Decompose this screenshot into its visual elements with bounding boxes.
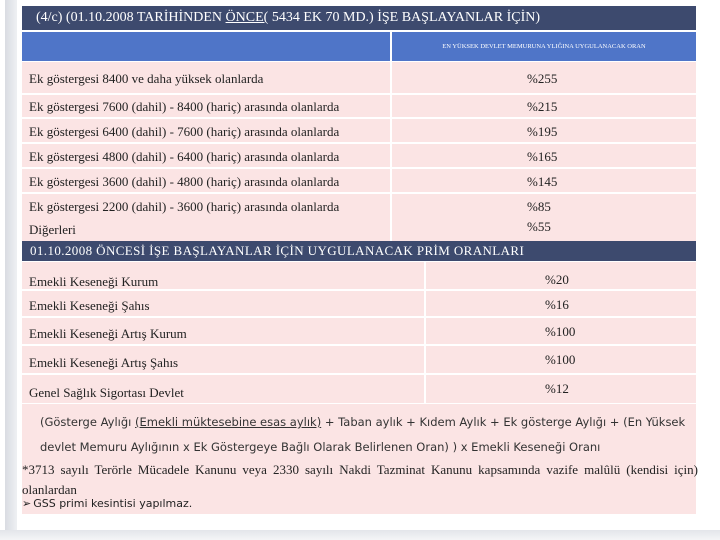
rate-row-label: Ek göstergesi 4800 (dahil) - 6400 (hariç) arasında olanlarda bbox=[29, 149, 340, 164]
rate-row-label: Ek göstergesi 7600 (dahil) - 8400 (hariç) arasında olanlarda bbox=[29, 99, 340, 114]
premium-row-value: %16 bbox=[545, 297, 569, 312]
premium-row-label: Emekli Keseneği Artış Kurum bbox=[29, 326, 187, 341]
rate-row-value: %215 bbox=[527, 99, 558, 114]
rate-row-label: Ek göstergesi 6400 (dahil) - 7600 (hariç) arasında olanlarda bbox=[29, 124, 340, 139]
rate-row bbox=[22, 119, 696, 144]
slide-bottom-frame bbox=[0, 530, 720, 540]
rate-row bbox=[22, 62, 696, 95]
premium-rate-table bbox=[22, 262, 696, 403]
rate-row-value: %195 bbox=[527, 124, 558, 139]
terror-law-note: *3713 sayılı Terörle Mücadele Kanunu veya 2330 sayılı Nakdi Tazminat Kanunu kapsamında vazife malûlü (kendisi için) olanlardan bbox=[22, 462, 698, 497]
rate-row-label: Ek göstergesi 3600 (dahil) - 4800 (hariç) arasında olanlarda bbox=[29, 174, 340, 189]
rate-row-value: %165 bbox=[527, 149, 558, 164]
page-title: (4/c) (01.10.2008 TARİHİNDEN ÖNCE( 5434 EK 70 MD.) İŞE BAŞLAYANLAR İÇİN) bbox=[22, 6, 696, 30]
indicator-rate-table bbox=[22, 62, 696, 241]
formula-line-2: devlet Memuru Aylığının x Ek Göstergeye Bağlı Olarak Belirlenen Oran) ) x Emekli Keseneği Oranı bbox=[40, 440, 601, 454]
premium-row bbox=[22, 262, 696, 291]
premium-row-label: Genel Sağlık Sigortası Devlet bbox=[29, 385, 184, 400]
premium-row bbox=[22, 346, 696, 375]
rate-row-value: %55 bbox=[527, 219, 551, 234]
rate-row-label: Ek göstergesi 8400 ve daha yüksek olanlarda bbox=[29, 71, 264, 86]
rate-row bbox=[22, 194, 696, 219]
premium-row-label: Emekli Keseneği Şahıs bbox=[29, 298, 150, 313]
rate-row-label: Diğerleri bbox=[29, 222, 76, 237]
premium-row bbox=[22, 291, 696, 318]
calculation-formula bbox=[40, 410, 695, 460]
rate-row bbox=[22, 169, 696, 194]
rate-row-value: %85 bbox=[527, 199, 551, 214]
rate-row bbox=[22, 144, 696, 169]
premium-row bbox=[22, 318, 696, 346]
header-rate-column-label: EN YÜKSEK DEVLET MEMURUNA YLIĞINA UYGULANACAK ORAN bbox=[442, 43, 646, 50]
rate-table-header bbox=[22, 32, 696, 61]
premium-row-value: %100 bbox=[545, 324, 576, 339]
formula-line-1: (Gösterge Aylığı (Emekli müktesebine esas aylık) + Taban aylık + Kıdem Aylık + Ek gösterge Aylığı + (En Yüksek bbox=[40, 415, 686, 429]
premium-row-label: Emekli Keseneği Kurum bbox=[29, 274, 159, 289]
premium-row-value: %12 bbox=[545, 381, 569, 396]
rate-row bbox=[22, 95, 696, 119]
rate-row bbox=[22, 219, 696, 241]
rate-row-label: Ek göstergesi 2200 (dahil) - 3600 (hariç) arasında olanlarda bbox=[29, 199, 340, 214]
rate-row-value: %145 bbox=[527, 174, 558, 189]
premium-row-value: %20 bbox=[545, 272, 569, 287]
section-title: 01.10.2008 ÖNCESİ İŞE BAŞLAYANLAR İÇİN UYGULANACAK PRİM ORANLARI bbox=[22, 241, 696, 261]
gss-note: ➢ GSS primi kesintisi yapılmaz. bbox=[22, 497, 193, 510]
header-divider bbox=[390, 32, 392, 61]
premium-row-label: Emekli Keseneği Artış Şahıs bbox=[29, 355, 179, 370]
rate-row-value: %255 bbox=[527, 71, 558, 86]
premium-row-value: %100 bbox=[545, 352, 576, 367]
arrow-icon: ➢ bbox=[22, 497, 32, 510]
premium-row bbox=[22, 375, 696, 403]
slide-left-frame bbox=[5, 0, 17, 540]
